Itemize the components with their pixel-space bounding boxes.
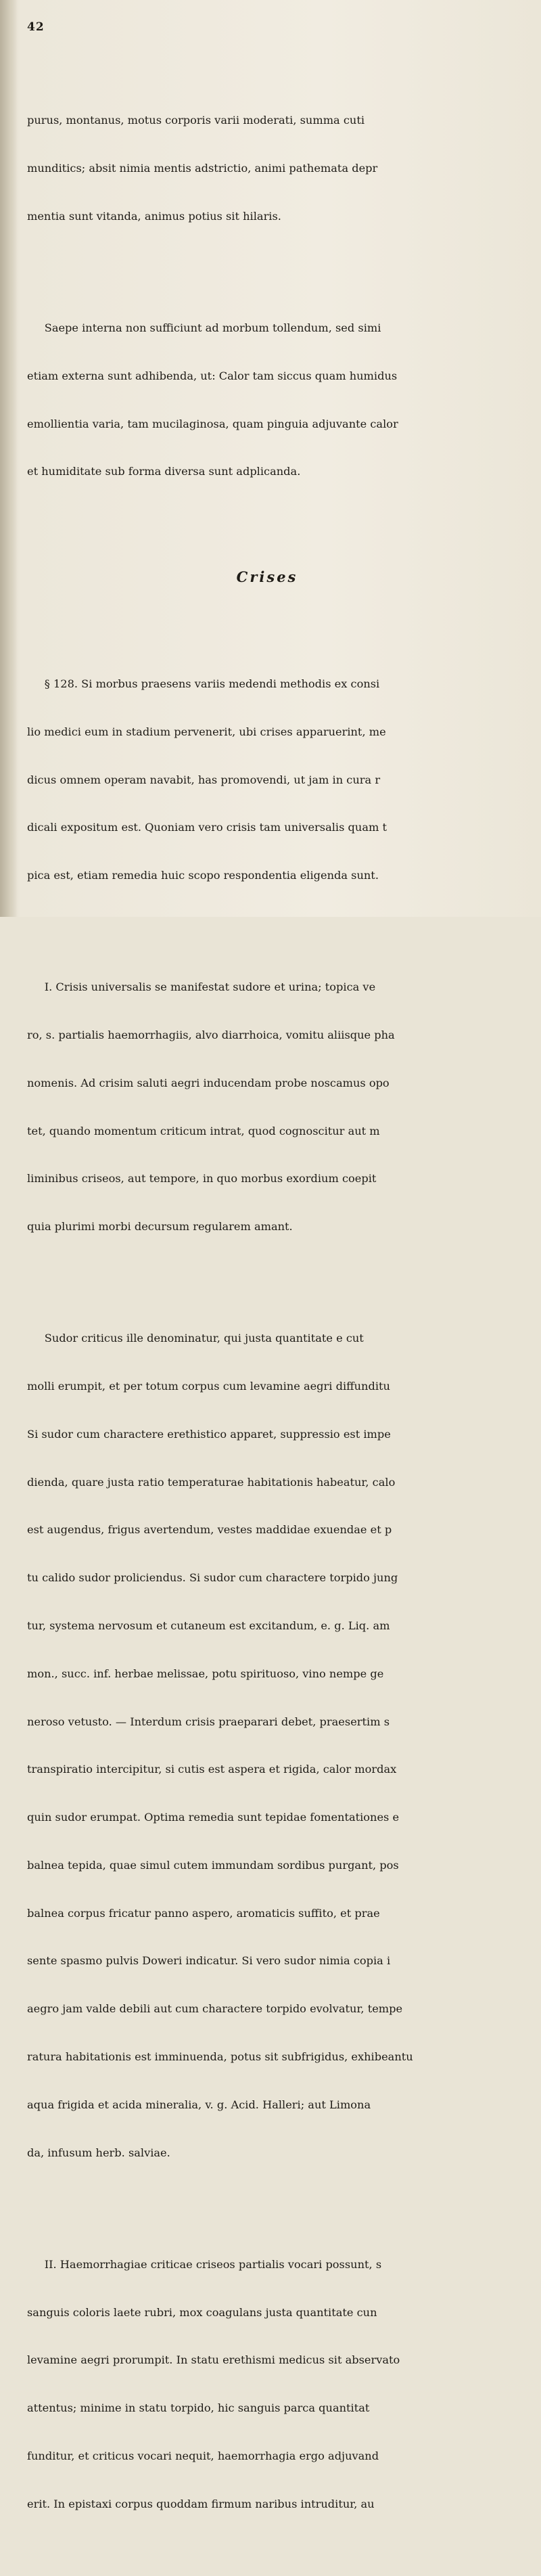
text-line: dicus omnem operam navabit, has promovendi, ut jam in cura r (27, 773, 381, 786)
text-line: emollientia varia, tam mucilaginosa, quam pinguia adjuvante calor (27, 417, 398, 430)
text-line: Sudor criticus ille denominatur, qui justa quantitate e cut (27, 1332, 364, 1345)
text-line: attentus; minime in statu torpido, hic sanguis parca quantitat (27, 2401, 370, 2415)
paragraph-3 (27, 644, 534, 916)
text-line: mon., succ. inf. herbae melissae, potu spirituoso, vino nempe ge (27, 1667, 384, 1680)
paragraph-6 (27, 2225, 534, 2544)
text-line: tur, systema nervosum et cutaneum est excitandum, e. g. Liq. am (27, 1619, 390, 1632)
text-line: tu calido sudor proliciendus. Si sudor cum charactere torpido jung (27, 1571, 398, 1585)
text-line: pica est, etiam remedia huic scopo respondentia eligenda sunt. (27, 869, 379, 882)
text-line: purus, montanus, motus corporis varii moderati, summa cuti (27, 114, 365, 127)
paragraph-4 (27, 947, 534, 1267)
text-line: da, infusum herb. salviae. (27, 2146, 170, 2159)
paragraph-2 (27, 288, 534, 512)
text-line: transpiratio intercipitur, si cutis est aspera et rigida, calor mordax (27, 1763, 397, 1776)
text-line: aqua frigida et acida mineralia, v. g. Acid. Halleri; aut Limona (27, 2098, 371, 2111)
text-line: balnea corpus fricatur panno aspero, aromaticis suffito, et prae (27, 1906, 380, 1920)
text-line: sanguis coloris laete rubri, mox coagulans justa quantitate cun (27, 2305, 377, 2319)
text-line: molli erumpit, et per totum corpus cum levamine aegri diffunditu (27, 1380, 390, 1393)
text-line: funditur, et criticus vocari nequit, haemorrhagia ergo adjuvand (27, 2449, 379, 2462)
text-line: II. Haemorrhagiae criticae criseos partialis vocari possunt, s (27, 2257, 382, 2271)
text-line: levamine aegri prorumpit. In statu erethismi medicus sit abservato (27, 2353, 400, 2367)
page-number: 42 (27, 20, 45, 34)
text-line: balnea tepida, quae simul cutem immundam sordibus purgant, pos (27, 1858, 399, 1872)
text-line: quia plurimi morbi decursum regularem amant. (27, 1220, 293, 1234)
text-line: ratura habitationis est imminuenda, potus sit subfrigidus, exhibeantu (27, 2050, 413, 2064)
text-line: ro, s. partialis haemorrhagiis, alvo diarrhoica, vomitu aliisque pha (27, 1029, 395, 1042)
text-line: Saepe interna non sufficiunt ad morbum tollendum, sed simi (27, 321, 381, 335)
text-line: etiam externa sunt adhibenda, ut: Calor tam siccus quam humidus (27, 369, 398, 382)
text-line: lio medici eum in stadium pervenerit, ubi crises apparuerint, me (27, 725, 386, 738)
text-line: neroso vetusto. — Interdum crisis praeparari debet, praesertim s (27, 1715, 390, 1728)
text-line: dienda, quare justa ratio temperaturae habitationis habeatur, calo (27, 1475, 396, 1489)
text-line: § 128. Si morbus praesens variis medendi methodis ex consi (27, 677, 380, 690)
text-line: Si sudor cum charactere erethistico apparet, suppressio est impe (27, 1427, 391, 1441)
page-gutter-shadow (0, 0, 18, 917)
text-line: mentia sunt vitanda, animus potius sit hilaris. (27, 209, 281, 223)
text-line: aegro jam valde debili aut cum charactere torpido evolvatur, tempe (27, 2002, 403, 2016)
text-line: est augendus, frigus avertendum, vestes maddidae exuendae et p (27, 1523, 392, 1537)
section-heading: Crises (236, 568, 298, 585)
text-line: dicali expositum est. Quoniam vero crisis tam universalis quam t (27, 821, 387, 834)
text-line: I. Crisis universalis se manifestat sudore et urina; topica ve (27, 980, 376, 994)
text-line: munditics; absit nimia mentis adstrictio, animi pathemata depr (27, 162, 378, 175)
page-text (27, 49, 534, 2576)
text-line: tet, quando momentum criticum intrat, quod cognoscitur aut m (27, 1124, 380, 1137)
text-line: et humiditate sub forma diversa sunt adplicanda. (27, 465, 301, 478)
text-line: erit. In epistaxi corpus quoddam firmum naribus intruditur, au (27, 2497, 375, 2510)
paragraph-1 (27, 81, 534, 256)
text-line: sente spasmo pulvis Doweri indicatur. Si vero sudor nimia copia i (27, 1954, 391, 1968)
text-line: quin sudor erumpat. Optima remedia sunt tepidae fomentationes e (27, 1811, 400, 1824)
text-line: nomenis. Ad crisim saluti aegri inducendam probe noscamus opo (27, 1076, 390, 1089)
text-line: liminibus criseos, aut tempore, in quo morbus exordium coepit (27, 1172, 377, 1185)
paragraph-5 (27, 1298, 534, 2192)
